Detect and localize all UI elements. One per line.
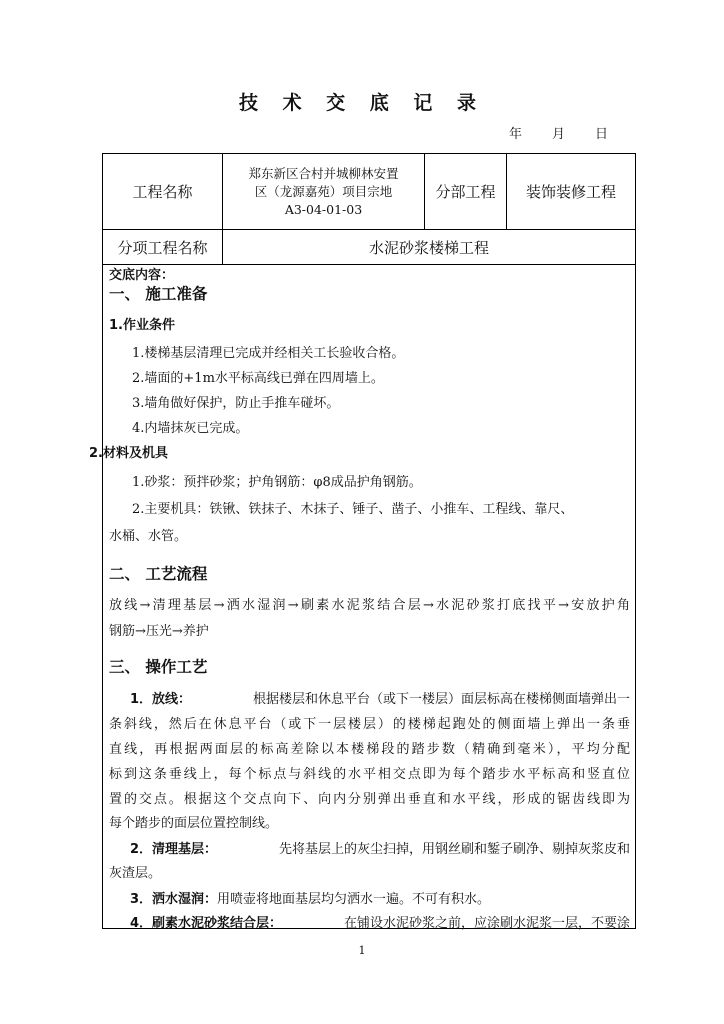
material-item: 水桶、水管。: [109, 529, 188, 544]
material-item: 2.主要机具：铁锹、铁抹子、木抹子、锤子、凿子、小推车、工程线、靠尺、: [132, 502, 574, 517]
subdivision-label: 分项工程名称: [117, 238, 208, 257]
paragraph-text: 先将基层上的灰尘扫掉，用钢丝刷和錾子刷净、剔掉灰浆皮和: [278, 842, 630, 857]
paragraph-line: [130, 688, 630, 707]
paragraph-line: 每个踏步的面层位置控制线。: [109, 816, 279, 831]
process-flow-line: 钢筋→压光→养护: [109, 624, 209, 639]
condition-item: 4.内墙抹灰已完成。: [132, 421, 249, 436]
step-label: 2．清理基层：: [130, 842, 218, 857]
condition-item: 1.楼梯基层清理已完成并经相关工长验收合格。: [132, 346, 405, 361]
condition-item: 2.墙面的+1m水平标高线已弹在四周墙上。: [132, 371, 384, 386]
date-month-label: 月: [552, 127, 566, 142]
process-flow-line: 放线→清理基层→洒水湿润→刷素水泥浆结合层→水泥砂浆打底找平→安放护角: [109, 598, 630, 613]
subsection-heading: 1.作业条件: [109, 318, 175, 333]
section-heading: 二、 工艺流程: [109, 565, 208, 583]
paragraph-line: 灰渣层。: [109, 866, 162, 881]
division-value: 装饰装修工程: [525, 183, 616, 201]
division-label: 分部工程: [435, 183, 496, 201]
paragraph-line: 直线，再根据两面层的标高差除以本楼梯段的踏步数（精确到毫米），平均分配: [109, 742, 630, 757]
step-label: 1．放线：: [130, 692, 192, 707]
step-label: 3．洒水湿润：: [130, 892, 218, 907]
project-name-value: [223, 154, 424, 229]
paragraph-line: 置的交点。根据这个交点向下、向内分别弹出垂直和水平线，形成的锯齿线即为: [109, 792, 630, 807]
material-item: 1.砂浆：预拌砂浆；护角钢筋：φ8成品护角钢筋。: [132, 475, 422, 490]
project-name-label: 工程名称: [132, 183, 193, 201]
content-label: 交底内容：: [109, 268, 175, 283]
page-number: 1: [358, 944, 366, 957]
paragraph-line: [130, 888, 490, 907]
paragraph-line: 条斜线，然后在休息平台（或下一层楼层）的楼梯起跑处的侧面墙上弹出一条垂: [109, 717, 630, 732]
subsection-heading: 2.材料及机具: [89, 446, 168, 461]
paragraph-line: 标到这条垂线上，每个标点与斜线的水平相交点即为每个踏步水平标高和竖直位: [109, 767, 630, 782]
paragraph-text: 在铺设水泥砂浆之前，应涂刷水泥浆一层，不要涂: [343, 916, 630, 931]
paragraph-line: [130, 912, 630, 931]
date-year-label: 年: [509, 127, 523, 142]
date-day-label: 日: [595, 127, 609, 142]
project-name-line: 区（龙源嘉苑）项目宗地: [254, 183, 393, 199]
section-heading: 一、 施工准备: [109, 285, 208, 303]
paragraph-line: [130, 838, 630, 857]
document-title: 技 术 交 底 记 录: [238, 92, 486, 114]
paragraph-text: 根据楼层和休息平台（或下一楼层）面层标高在楼梯侧面墙弹出一: [252, 692, 630, 707]
subdivision-value: 水泥砂浆楼梯工程: [368, 238, 489, 257]
table-row-divider: [102, 264, 636, 265]
condition-item: 3.墙角做好保护，防止手推车碰坏。: [132, 396, 340, 411]
project-name-line: A3-04-01-03: [284, 201, 363, 217]
project-name-line: 郑东新区合村并城柳林安置: [248, 165, 399, 181]
paragraph-text: 用喷壶将地面基层均匀洒水一遍。不可有积水。: [217, 892, 491, 907]
section-heading: 三、 操作工艺: [109, 658, 208, 676]
step-label: 4．刷素水泥砂浆结合层：: [130, 916, 283, 931]
